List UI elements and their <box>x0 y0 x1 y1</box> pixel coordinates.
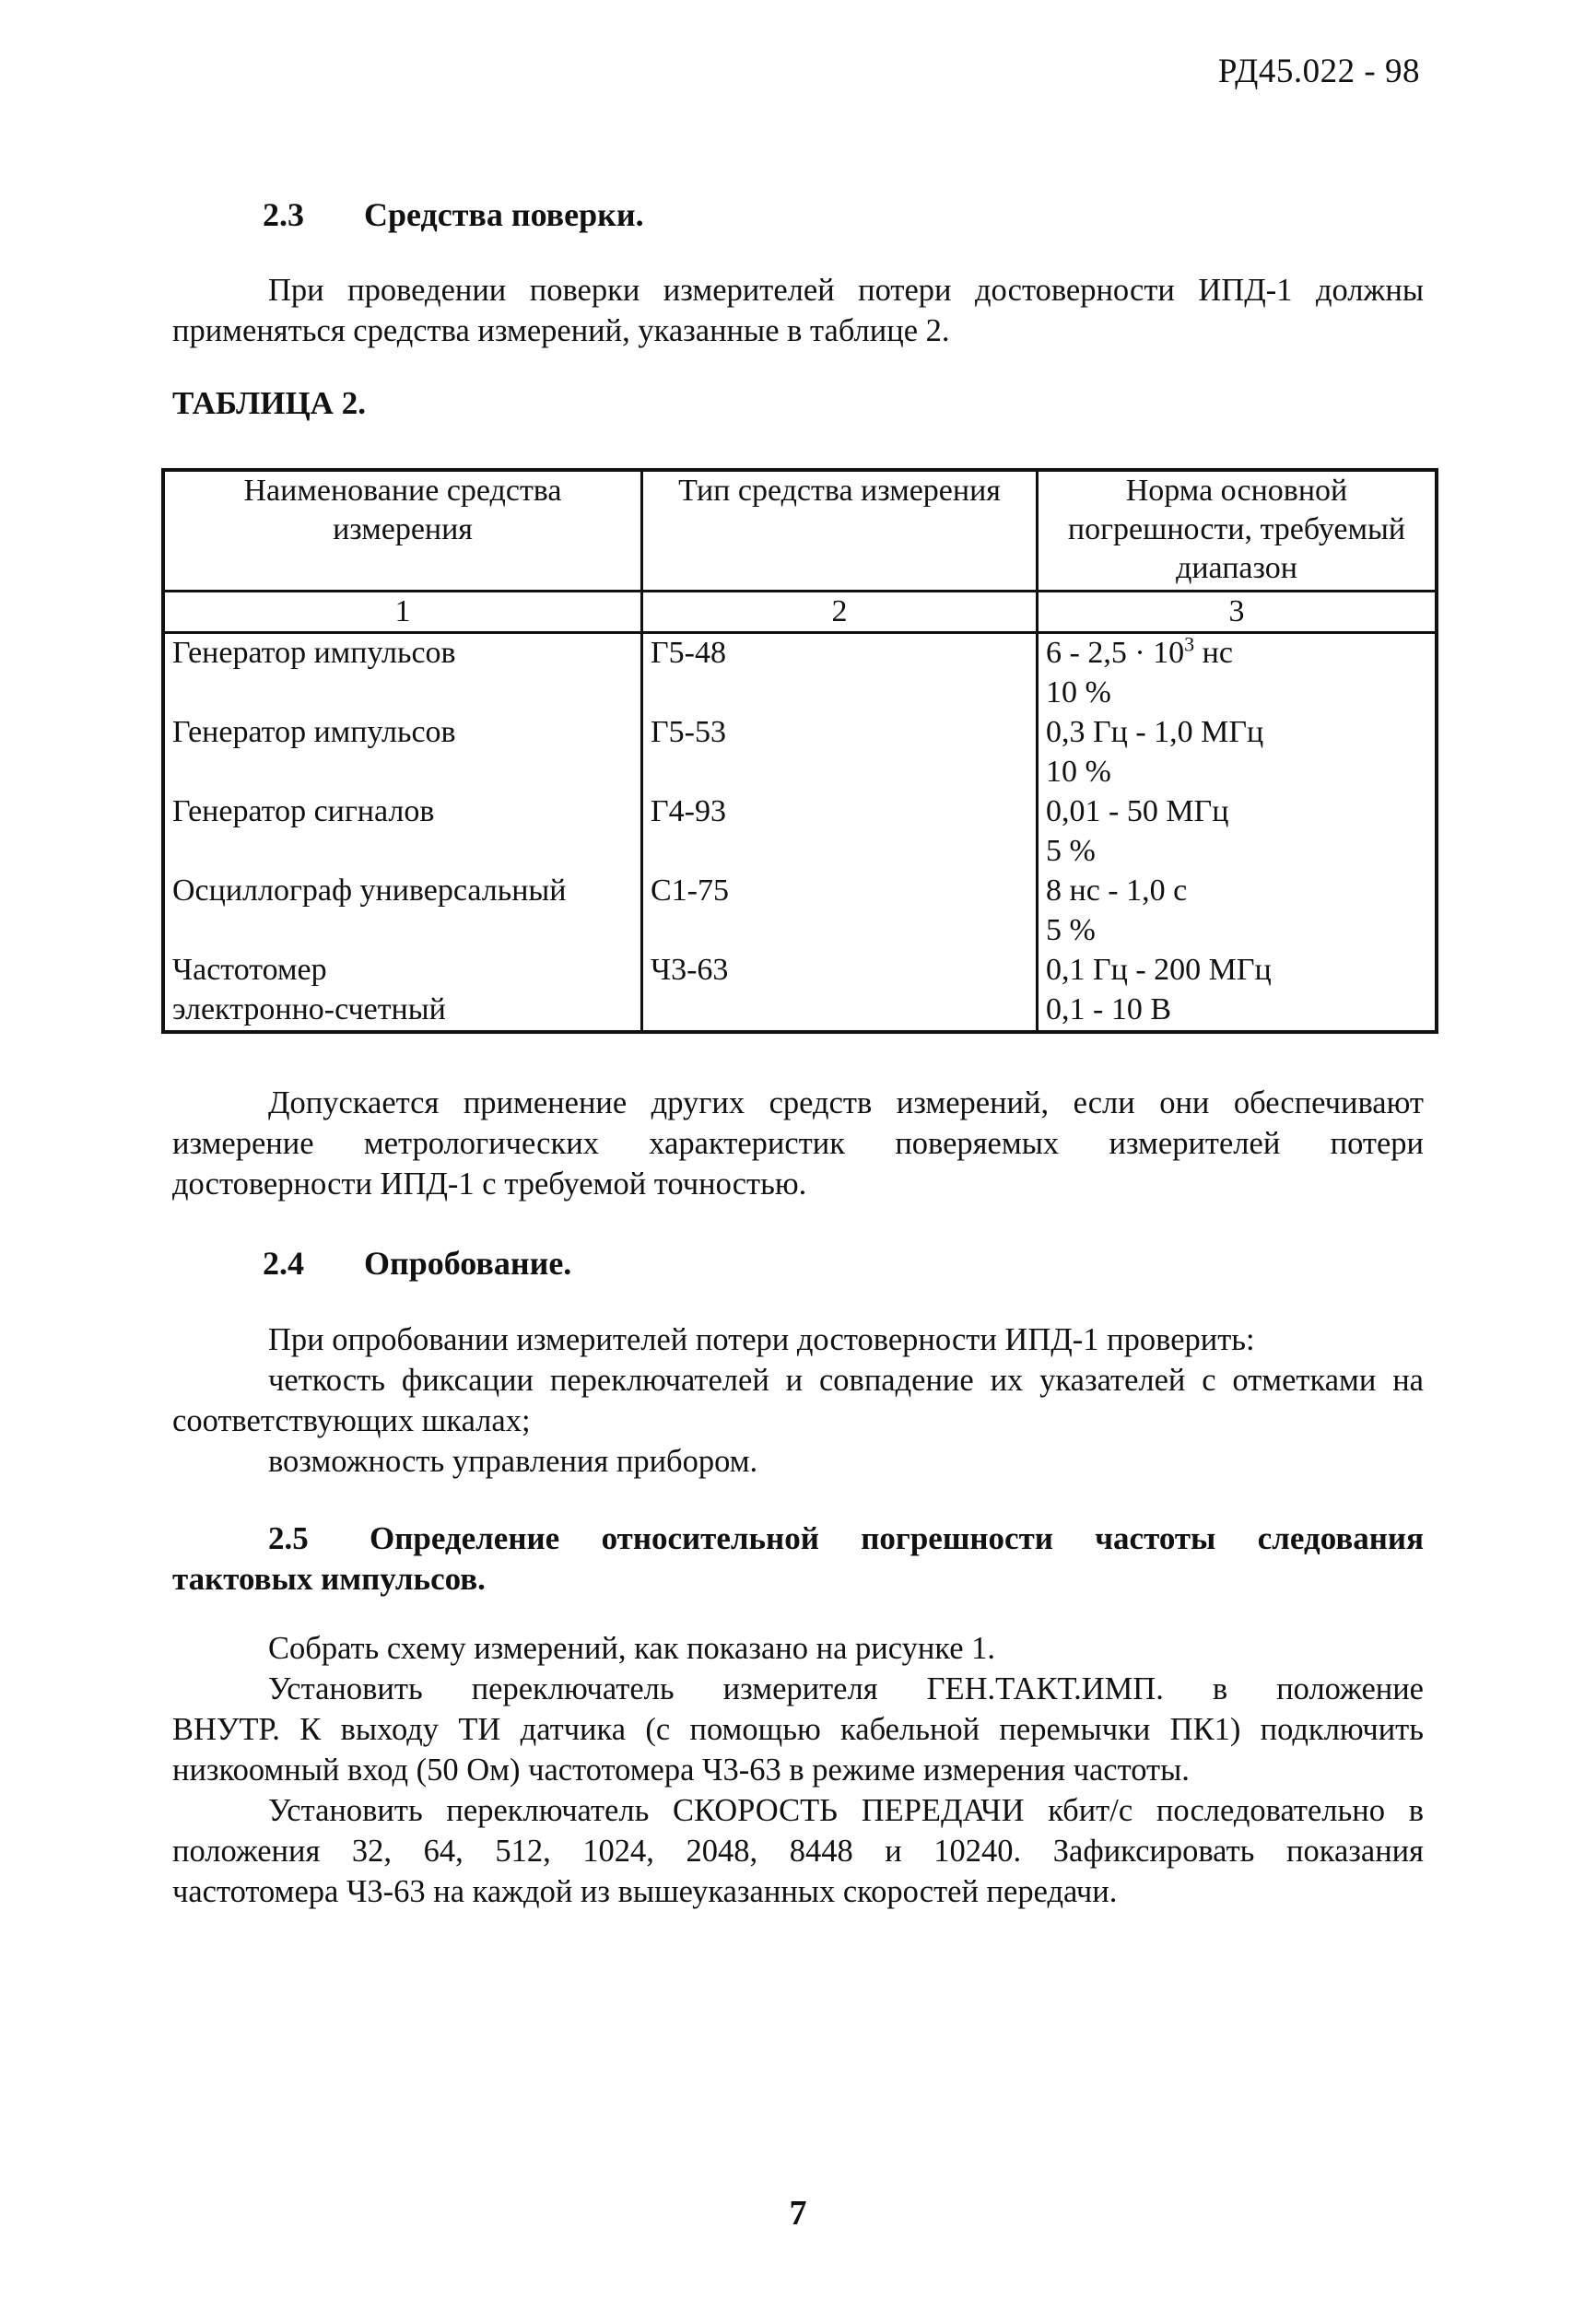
section-title: Опробование. <box>364 1245 572 1282</box>
section-number: 2.4 <box>263 1245 304 1282</box>
measurement-tools-table <box>161 468 1438 1034</box>
table-cell: Генератор импульсов <box>172 636 456 670</box>
paragraph-line: При опробовании измерителей потери достоверности ИПД-1 проверить: <box>268 1322 1255 1357</box>
table-cell: Г5-53 <box>651 715 726 749</box>
table-cell: 0,3 Гц - 1,0 МГц <box>1046 715 1264 749</box>
paragraph-line: возможность управления прибором. <box>268 1444 758 1479</box>
table-cell: Генератор импульсов <box>172 715 456 749</box>
section-2-5-paragraph <box>172 1628 1424 1912</box>
table-caption: ТАБЛИЦА 2. <box>172 385 366 421</box>
table-header-cell: Норма основной погрешности, требуемый диапазон <box>1038 470 1438 592</box>
table-cell: С1-75 <box>651 873 729 908</box>
paragraph-line: При проведении поверки измерителей потери достоверности ИПД-1 должны <box>268 273 1424 308</box>
column-number: 2 <box>642 592 1038 633</box>
section-number: 2.5 <box>268 1520 309 1556</box>
paragraph-line: Собрать схему измерений, как показано на рисунке 1. <box>268 1631 996 1666</box>
paragraph-line: четкость фиксации переключателей и совпадение их указателей с отметками на <box>268 1363 1424 1398</box>
paragraph-line: измерение метрологических характеристик поверяемых измерителей потери <box>172 1126 1424 1161</box>
table-cell: 0,01 - 50 МГц <box>1046 794 1229 828</box>
paragraph-line: соответствующих шкалах; <box>172 1403 531 1438</box>
section-2-4-paragraph <box>172 1319 1424 1482</box>
table-cell: Ч3-63 <box>651 953 729 987</box>
table-cell: 8 нс - 1,0 с <box>1046 873 1188 908</box>
page-number: 7 <box>789 2194 807 2233</box>
paragraph-line: достоверности ИПД-1 с требуемой точностью. <box>172 1167 807 1202</box>
paragraph-line: ВНУТР. К выходу ТИ датчика (с помощью кабельной перемычки ПК1) подключить <box>172 1712 1424 1747</box>
names-column <box>163 633 642 1033</box>
column-number: 1 <box>163 592 642 633</box>
section-number: 2.3 <box>263 196 304 233</box>
section-2-5-heading <box>172 1518 1424 1600</box>
table-cell: 5 % <box>1046 913 1096 947</box>
allowance-paragraph <box>172 1083 1424 1204</box>
document-id: РД45.022 - 98 <box>1217 53 1420 90</box>
types-column <box>642 633 1038 1033</box>
table-cell: 10 % <box>1046 675 1111 709</box>
column-number: 3 <box>1038 592 1438 633</box>
paragraph-line: частотомера Ч3-63 на каждой из вышеуказанных скоростей передачи. <box>172 1874 1118 1909</box>
section-title-line: тактовых импульсов. <box>172 1561 486 1597</box>
table-cell: электронно-счетный <box>172 992 446 1026</box>
table-cell: Осциллограф универсальный <box>172 873 567 908</box>
table-column-number-row <box>163 592 1437 633</box>
table-body-row <box>163 633 1437 1033</box>
table-cell: Генератор сигналов <box>172 794 435 828</box>
paragraph-line: применяться средства измерений, указанные в таблице 2. <box>172 313 950 348</box>
section-title: Средства поверки. <box>364 196 644 233</box>
paragraph-line: Допускается применение других средств измерений, если они обеспечивают <box>268 1085 1424 1120</box>
table-cell: Г5-48 <box>651 636 726 670</box>
section-2-4-heading <box>263 1244 571 1283</box>
table-header-row <box>163 470 1437 592</box>
table-cell: $6 - 2,5 \cdot 10^3$ нс <box>1046 632 1233 670</box>
norms-column <box>1038 633 1438 1033</box>
table-cell: 0,1 Гц - 200 МГц <box>1046 953 1272 987</box>
paragraph-line: низкоомный вход (50 Ом) частотомера Ч3-63 в режиме измерения частоты. <box>172 1753 1190 1788</box>
section-2-3-heading <box>263 195 644 234</box>
table-header-cell: Наименование средства измерения <box>163 470 642 592</box>
table-cell: Г4-93 <box>651 794 726 828</box>
paragraph-line: Установить переключатель измерителя ГЕН.ТАКТ.ИМП. в положение <box>268 1671 1424 1706</box>
paragraph-line: положения 32, 64, 512, 1024, 2048, 8448 и 10240. Зафиксировать показания <box>172 1834 1424 1869</box>
table-cell: 5 % <box>1046 834 1096 868</box>
paragraph-line: Установить переключатель СКОРОСТЬ ПЕРЕДАЧИ кбит/с последовательно в <box>268 1793 1424 1828</box>
table-header-cell: Тип средства измерения <box>642 470 1038 592</box>
table-cell: Частотомер <box>172 953 327 987</box>
section-2-3-paragraph <box>172 270 1424 351</box>
table-cell: 10 % <box>1046 755 1111 789</box>
section-title-line: 2.5 Определение относительной погрешности частоты следования <box>172 1518 1424 1559</box>
table-cell: 0,1 - 10 В <box>1046 992 1171 1026</box>
